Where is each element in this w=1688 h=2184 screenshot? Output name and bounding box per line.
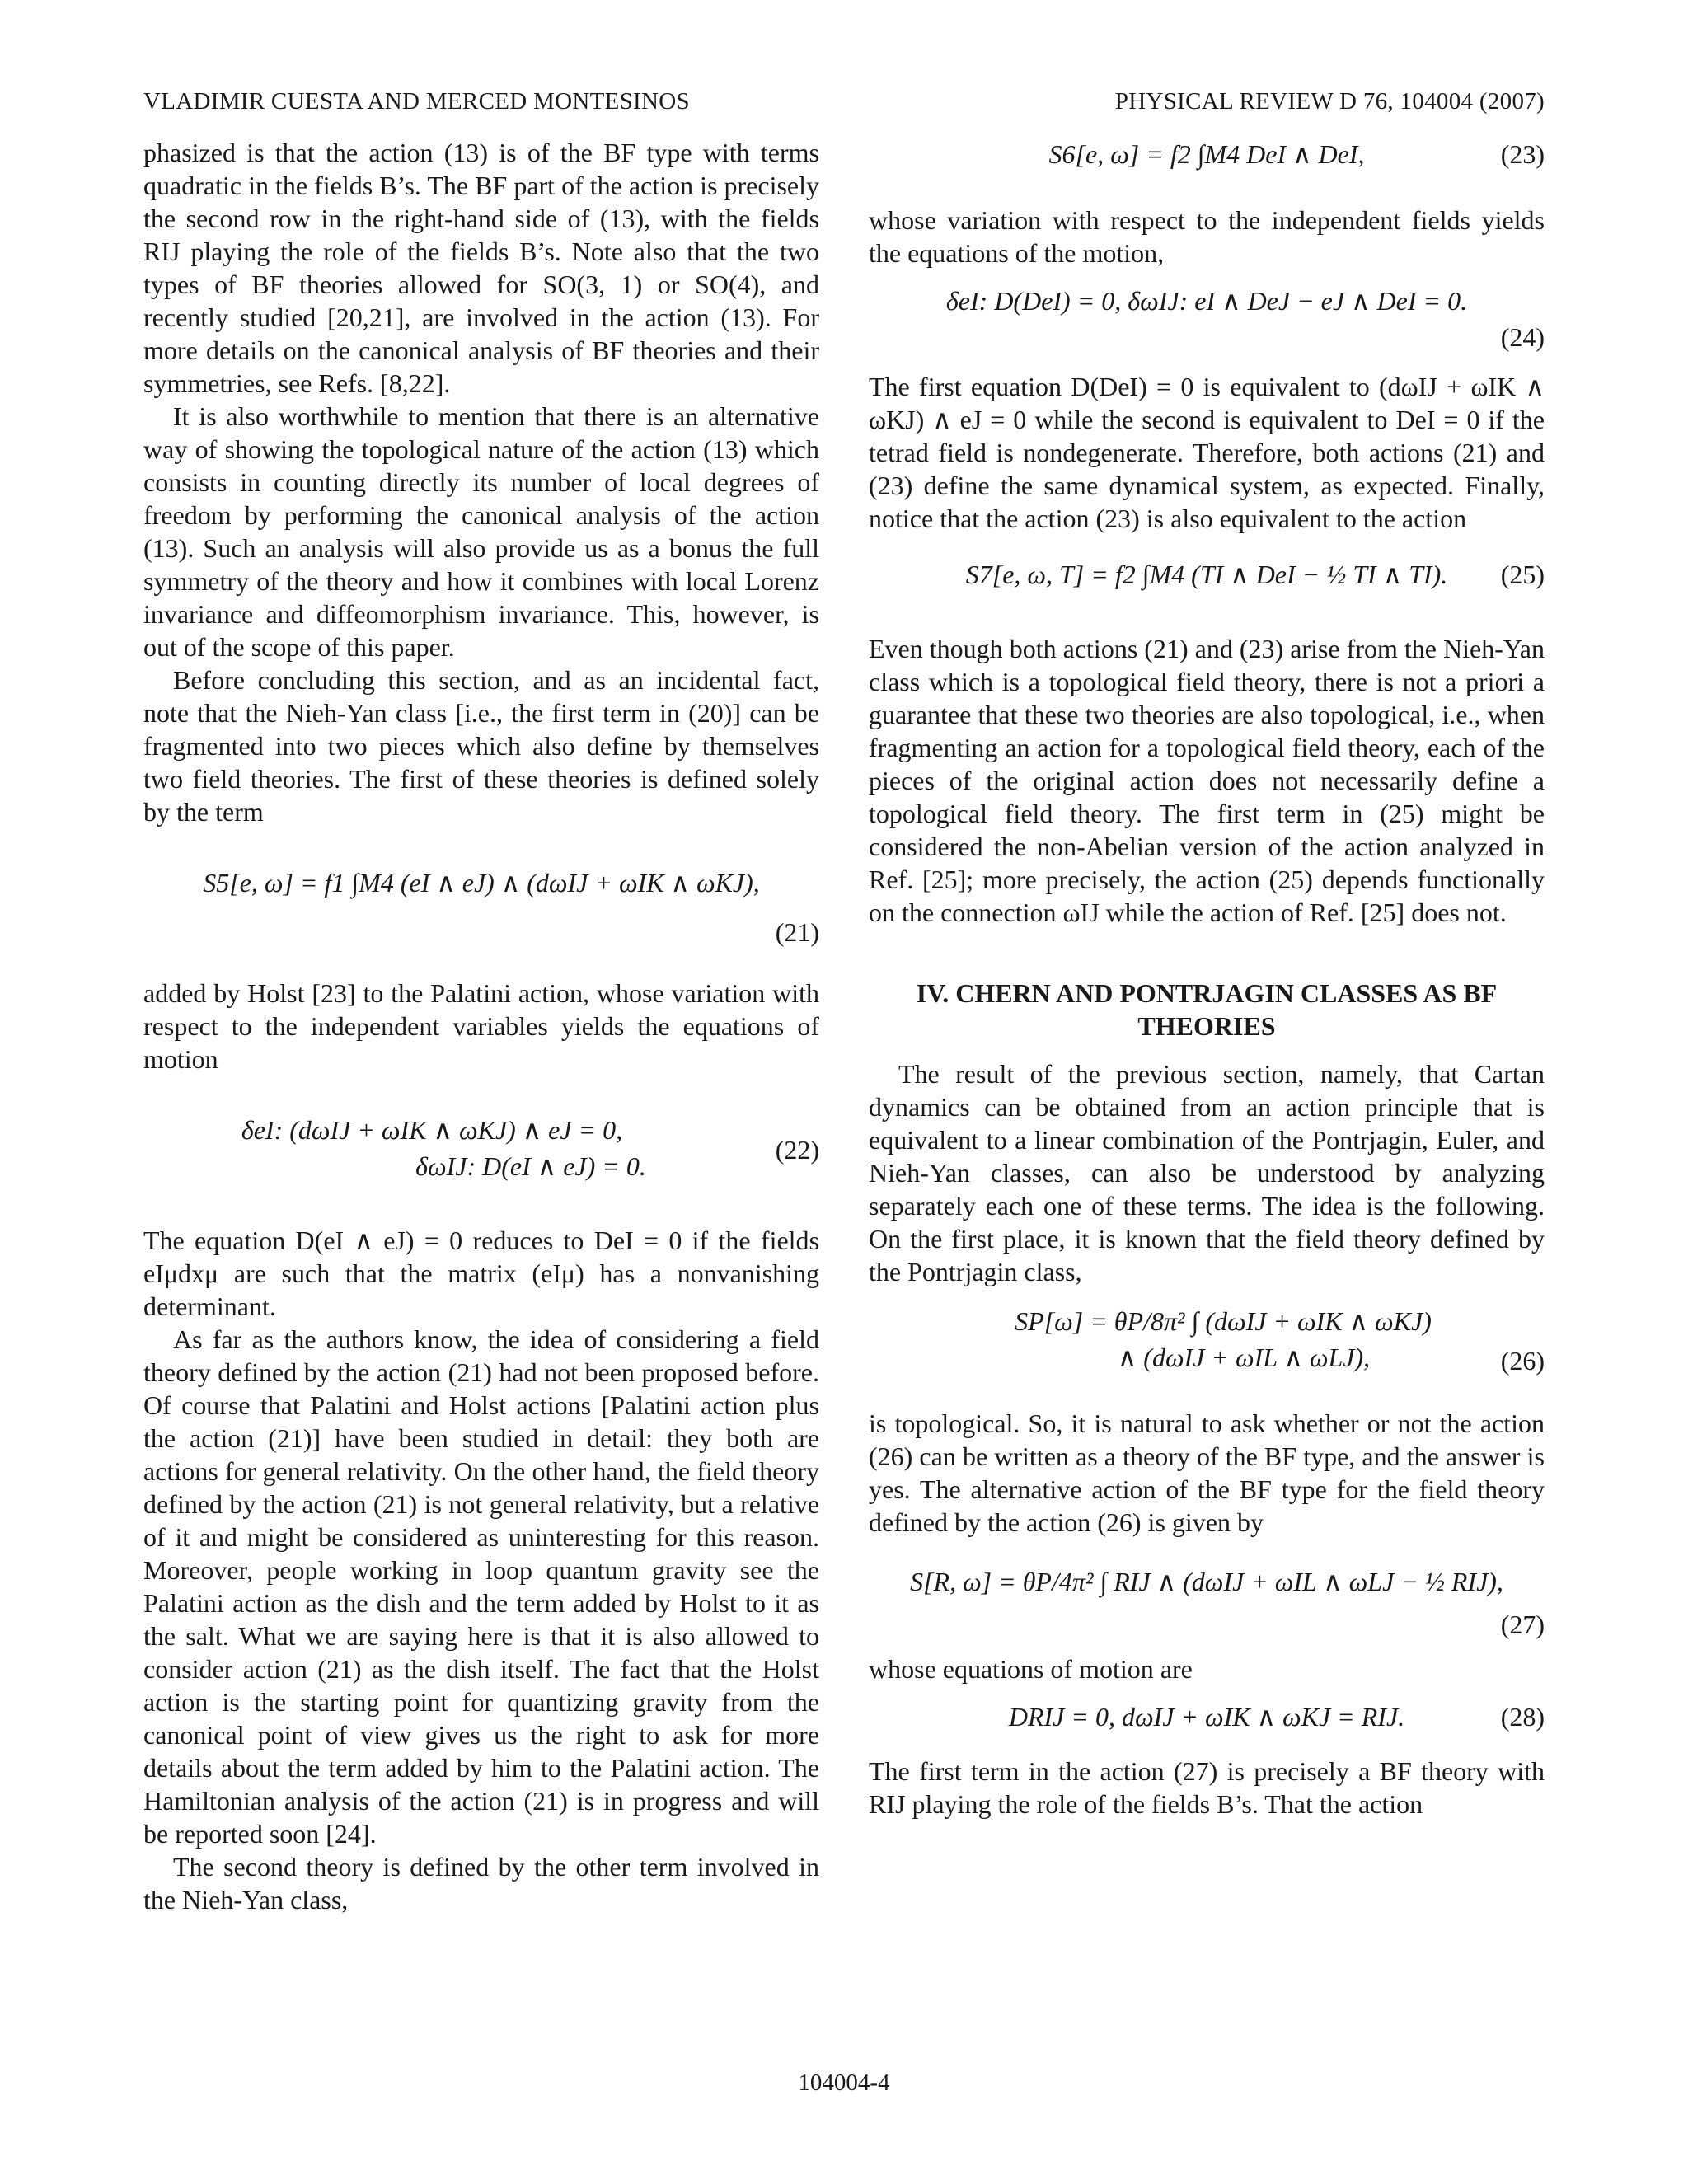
page-number: 104004-4 (798, 2069, 890, 2096)
equation-number: (27) (1500, 1610, 1545, 1639)
equation-body: DRIJ = 0, dωIJ + ωIK ∧ ωKJ = RIJ. (1008, 1702, 1405, 1732)
equation-25 (869, 556, 1545, 616)
equation-body: S6[e, ω] = f2 ∫M4 DeI ∧ DeI, (1048, 139, 1365, 169)
paragraph: added by Holst [23] to the Palatini action, whose variation with respect to the independent variables yields the equations of motion (143, 978, 819, 1074)
paragraph: phasized is that the action (13) is of the BF type with terms quadratic in the fields B’s. The BF part of the action is precisely the second row in the right-hand side of (13), with the fields RIJ playing the role of the fields B’s. Note also that the two types of BF theories allowed for SO(3, 1) or SO(4), and recently studied [20,21], are involved in the action (13). For more details on the canonical analysis of BF theories and their symmetries, see Refs. [8,22]. (143, 138, 819, 398)
equation-body: S[R, ω] = θP/4π² ∫ RIJ ∧ (dωIJ + ωIL ∧ ωLJ − ½ RIJ), (910, 1567, 1503, 1596)
paragraph: As far as the authors know, the idea of considering a field theory defined by the action (21) had not been proposed before. Of course that Palatini and Holst actions [Palatini action plus the action (21)] have been studied in detail: they both are actions for general relativity. On the other hand, the field theory defined by the action (21) is not general relativity, but a relative of it and might be considered as uninteresting for this reason. Moreover, people working in loop quantum gravity see the Palatini action as the dish and the term added by Holst to it as the salt. What we are saying here is that it is also allowed to consider action (21) as the dish itself. The fact that the Holst action is the starting point for quantizing gravity from the canonical point of view gives us the right to ask for more details about the term added by him to the Palatini action. The Hamiltonian analysis of the action (21) is in progress and will be reported soon [24]. (143, 1324, 819, 1849)
equation-line: δωIJ: D(eI ∧ eJ) = 0. (415, 1151, 646, 1181)
equation-number: (28) (1500, 1702, 1545, 1732)
equation-body: S5[e, ω] = f1 ∫M4 (eI ∧ eJ) ∧ (dωIJ + ωIK ∧ ωKJ), (203, 868, 760, 898)
paragraph: The result of the previous section, namely, that Cartan dynamics can be obtained from an action principle that is equivalent to a linear combination of the Pontrjagin, Euler, and Nieh-Yan classes, can also be understood by analyzing separately each one of these terms. The idea is the following. On the first place, it is known that the field theory defined by the Pontrjagin class, (869, 1059, 1545, 1286)
equation-number: (26) (1500, 1346, 1545, 1376)
section-heading: IV. CHERN AND PONTRJAGIN CLASSES AS BF THEORIES (916, 978, 1498, 1041)
equation-21 (143, 865, 819, 955)
left-column (143, 136, 819, 1916)
paragraph: It is also worthwhile to mention that there is an alternative way of showing the topological nature of the action (13) which consists in counting directly its number of local degrees of freedom by performing the canonical analysis of the action (13). Such an analysis will also provide us as a bonus the full symmetry of the theory and how it combines with local Lorenz invariance and diffeomorphism invariance. This, however, is out of the scope of this paper. (143, 401, 819, 662)
paragraph: Before concluding this section, and as an incidental fact, note that the Nieh-Yan class [i.e., the first term in (20)] can be fragmented into two pieces which also define by themselves two field theories. The first of these theories is defined solely by the term (143, 665, 819, 827)
equation-number: (21) (775, 917, 819, 947)
paragraph: Even though both actions (21) and (23) arise from the Nieh-Yan class which is a topological field theory, there is not a priori a guarantee that these two theories are also topological, i.e., when fragmenting an action for a topological field theory, each of the pieces of the original action does not necessarily define a topological field theory. The first term in (25) might be considered the non-Abelian version of the action analyzed in Ref. [25]; more precisely, the action (25) depends functionally on the connection ωIJ while the action of Ref. [25] does not. (869, 634, 1545, 927)
running-header-authors: VLADIMIR CUESTA AND MERCED MONTESINOS (143, 88, 690, 115)
running-header-journal: PHYSICAL REVIEW D 76, 104004 (2007) (1114, 88, 1545, 115)
paragraph: The first term in the action (27) is precisely a BF theory with RIJ playing the role of the fields B’s. That the action (869, 1756, 1545, 1819)
equation-body: δeI: D(DeI) = 0, δωIJ: eI ∧ DeJ − eJ ∧ DeI = 0. (945, 286, 1468, 316)
equation-28 (869, 1699, 1545, 1741)
paragraph: The second theory is defined by the other term involved in the Nieh-Yan class, (143, 1852, 819, 1915)
equation-27 (869, 1563, 1545, 1646)
equation-body: S7[e, ω, T] = f2 ∫M4 (TI ∧ DeI − ½ TI ∧ TI). (965, 560, 1448, 589)
right-column (869, 136, 1545, 1821)
paragraph: whose variation with respect to the independent fields yields the equations of the motion, (869, 205, 1545, 268)
equation-26 (869, 1303, 1545, 1395)
equation-number: (25) (1500, 560, 1545, 589)
paragraph: The first equation D(DeI) = 0 is equivalent to (dωIJ + ωIK ∧ ωKJ) ∧ eJ = 0 while the second is equivalent to DeI = 0 if the tetrad field is nondegenerate. Therefore, both actions (21) and (23) define the same dynamical system, as expected. Finally, notice that the action (23) is also equivalent to the action (869, 372, 1545, 533)
equation-22 (143, 1112, 819, 1191)
equation-line: ∧ (dωIJ + ωIL ∧ ωLJ), (1117, 1343, 1371, 1372)
equation-line: SP[ω] = θP/8π² ∫ (dωIJ + ωIK ∧ ωKJ) (1015, 1306, 1432, 1336)
equation-number: (22) (775, 1135, 819, 1165)
equation-24 (869, 283, 1545, 359)
paragraph: is topological. So, it is natural to ask whether or not the action (26) can be written as a theory of the BF type, and the answer is yes. The alternative action of the BF type for the field theory defined by the action (26) is given by (869, 1408, 1545, 1537)
equation-line: δeI: (dωIJ + ωIK ∧ ωKJ) ∧ eJ = 0, (241, 1115, 623, 1145)
equation-23 (869, 136, 1545, 185)
equation-number: (24) (1500, 322, 1545, 352)
paragraph: The equation D(eI ∧ eJ) = 0 reduces to DeI = 0 if the fields eIμdxμ are such that the matrix (eIμ) has a nonvanishing determinant. (143, 1226, 819, 1321)
paragraph: whose equations of motion are (869, 1654, 1193, 1684)
equation-number: (23) (1500, 139, 1545, 169)
